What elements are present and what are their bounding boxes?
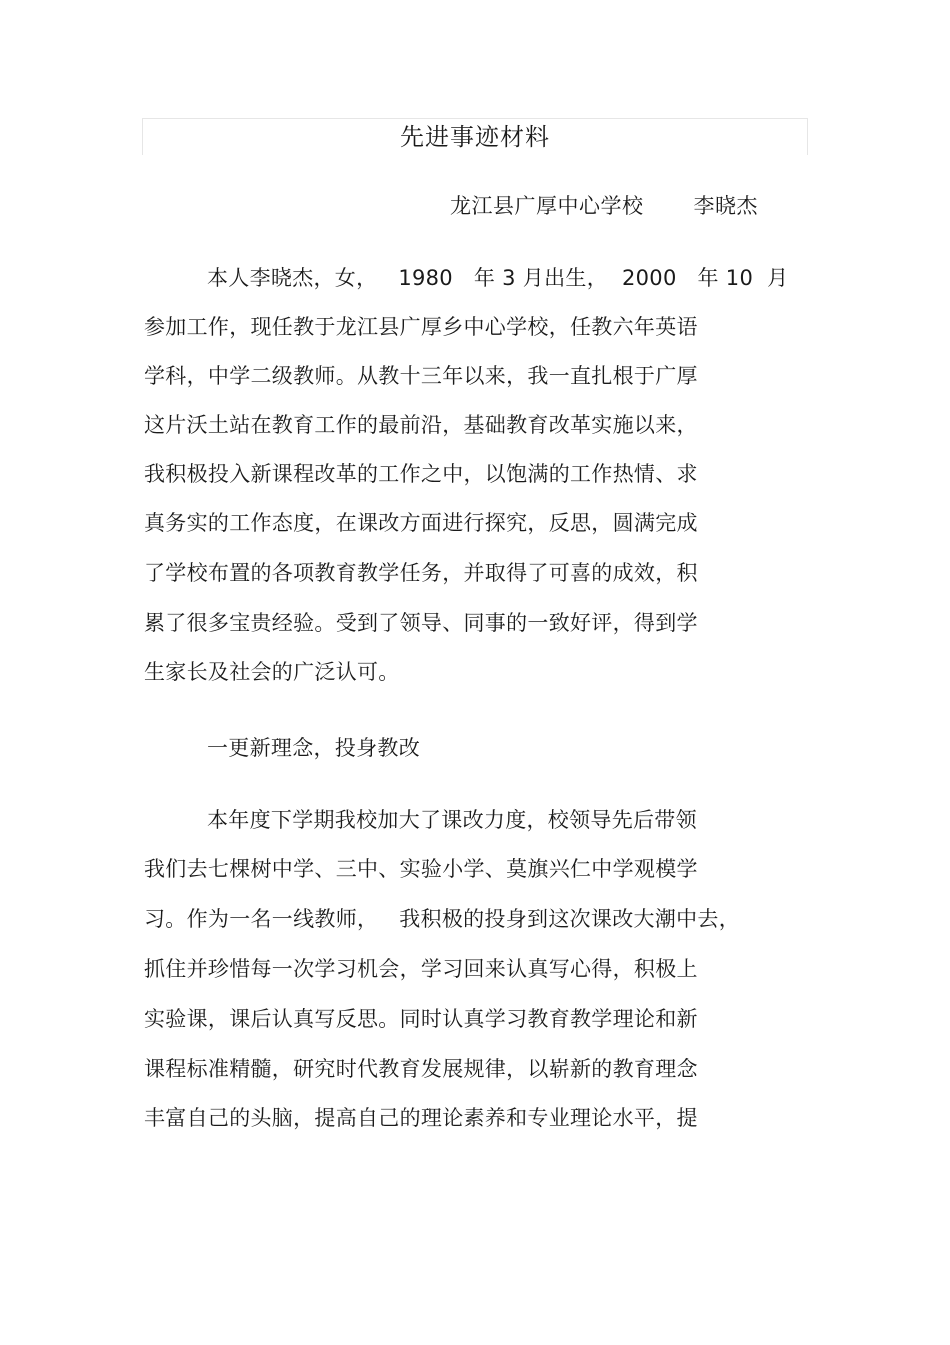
byline-organization: 龙江县广厚中心学校: [450, 194, 644, 218]
paragraph-1-line: 这片沃土站在教育工作的最前沿，基础教育改革实施以来，: [144, 413, 698, 437]
byline-author: 李晓杰: [693, 194, 758, 218]
byline: [450, 192, 758, 220]
paragraph-2-line: 实验课，课后认真写反思。同时认真学习教育教学理论和新: [144, 1007, 698, 1031]
paragraph-2-line: 抓住并珍惜每一次学习机会，学习回来认真写心得，积极上: [144, 957, 698, 981]
paragraph-1-line: 生家长及社会的广泛认可。: [144, 660, 400, 684]
paragraph-2-line: 课程标准精髓，研究时代教育发展规律，以崭新的教育理念: [144, 1057, 698, 1081]
section-heading: 一更新理念，投身教改: [207, 736, 420, 760]
paragraph-1-line: 参加工作，现任教于龙江县广厚乡中心学校，任教六年英语: [144, 315, 698, 339]
paragraph-2-line: 习。作为一名一线教师， 我积极的投身到这次课改大潮中去，: [144, 907, 741, 931]
paragraph-1-line: 累了很多宝贵经验。受到了领导、同事的一致好评，得到学: [144, 611, 698, 635]
paragraph-1-line: 我积极投入新课程改革的工作之中，以饱满的工作热情、求: [144, 462, 698, 486]
paragraph-1-line: 学科，中学二级教师。从教十三年以来，我一直扎根于广厚: [144, 364, 698, 388]
paragraph-2-line: 本年度下学期我校加大了课改力度，校领导先后带领: [207, 808, 697, 832]
title-frame: [142, 118, 808, 155]
paragraph-2-line: 我们去七棵树中学、三中、实验小学、莫旗兴仁中学观模学: [144, 857, 698, 881]
paragraph-1-line: 了学校布置的各项教育教学任务，并取得了可喜的成效，积: [144, 561, 698, 585]
paragraph-2-line: 丰富自己的头脑，提高自己的理论素养和专业理论水平，提: [144, 1106, 698, 1130]
document-title: 先进事迹材料: [400, 123, 550, 151]
paragraph-1-line: 真务实的工作态度，在课改方面进行探究，反思，圆满完成: [144, 511, 698, 535]
paragraph-1-line: 本人李晓杰，女， 1980 年 3 月出生， 2000 年 10 月: [207, 266, 789, 290]
